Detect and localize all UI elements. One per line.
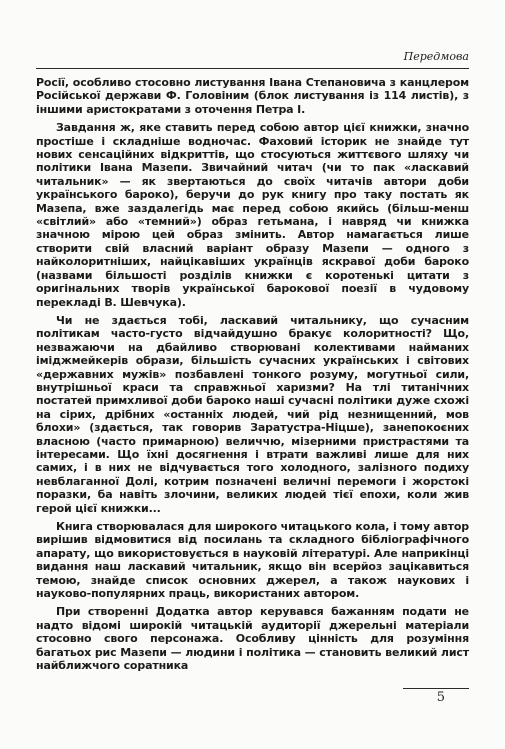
paragraph-4: Книга створювалася для широкого читацького кола, і тому автор вирішив відмовитися від посилань та складного бібліографічного апарату, що використовується в науковій літературі. Але наприкінці видання наш ласкавий читальник, якщо він всерйоз зацікавиться темою, знайде список основних джерел, а також наукових і науково-популярних праць, використаних автором. xyxy=(36,520,469,601)
running-header-title: Передмова xyxy=(403,50,469,63)
paragraph-2: Завдання ж, яке ставить перед собою автор цієї книжки, значно простіше і складніше водночас. Фаховий історик не знайде тут нових сенсаційних відкриттів, що стосуються життєвого шляху чи політики Івана Мазепи. Звичайний читач (чи то пак «ласкавий читальник» — як звертаються до своїх читачів автори доби українського бароко), беручи до рук книгу про таку постать як Мазепа, вже заздалегідь має перед собою якийсь (більш-менш «світлий» або «темний») образ гетьмана, і навряд чи книжка значною мірою цей образ змінить. Автор намагається лише створити свій власний варіант образу Мазепи — одного з найколоритніших, найцікавіших українців яскравої доби бароко (назвами більшості розділів книжки є коротенькі цитати з оригінальних творів української барокової поезії в чудовому перекладі В. Шевчука). xyxy=(36,121,469,309)
paragraph-3: Чи не здається тобі, ласкавий читальнику, що сучасним політикам часто-густо відчайдушно бракує колоритності? Що, незважаючи на дбайливо створювані колективами найманих іміджмейкерів образи, більшість сучасних українських і світових «державних мужів» позбавлені тонкого розуму, могутньої сили, внутрішньої краси та справжньої харизми? На тлі титанічних постатей примхливої доби бароко наші сучасні політики дуже схожі на сірих, дрібних «останніх людей, чий рід незнищенний, мов блохи» (здається, так говорив Заратустра-Ніцше), занепокоєних власною (часто примарною) величчю, мізерними пристрастями та інтересами. Що їхні досягнення і втрати важливі лише для них самих, і в них не відчувається того холодного, залізного подиху невблаганної Долі, котрим позначені величні перемоги і жорстокі поразки, ба навіть злочини, великих людей тієї епохи, коли жив герой цієї книжки... xyxy=(36,313,469,515)
page-number: 5 xyxy=(436,690,445,705)
paragraph-5: При створенні Додатка автор керувався бажанням подати не надто відомі широкій читацькій аудиторії джерельні матеріали стосовно свого персонажа. Особливу цінність для розуміння багатьох рис Мазепи — людини і політика — становить великий лист найближчого соратника xyxy=(36,605,469,673)
page-body xyxy=(36,76,469,677)
running-header xyxy=(36,48,469,69)
paragraph-1: Росії, особливо стосовно листування Івана Степановича з канцлером Російської держави Ф. Головіним (блок листування із 114 листів), з іншими аристократами з оточення Петра І. xyxy=(36,76,469,116)
footer-rule xyxy=(403,688,469,689)
